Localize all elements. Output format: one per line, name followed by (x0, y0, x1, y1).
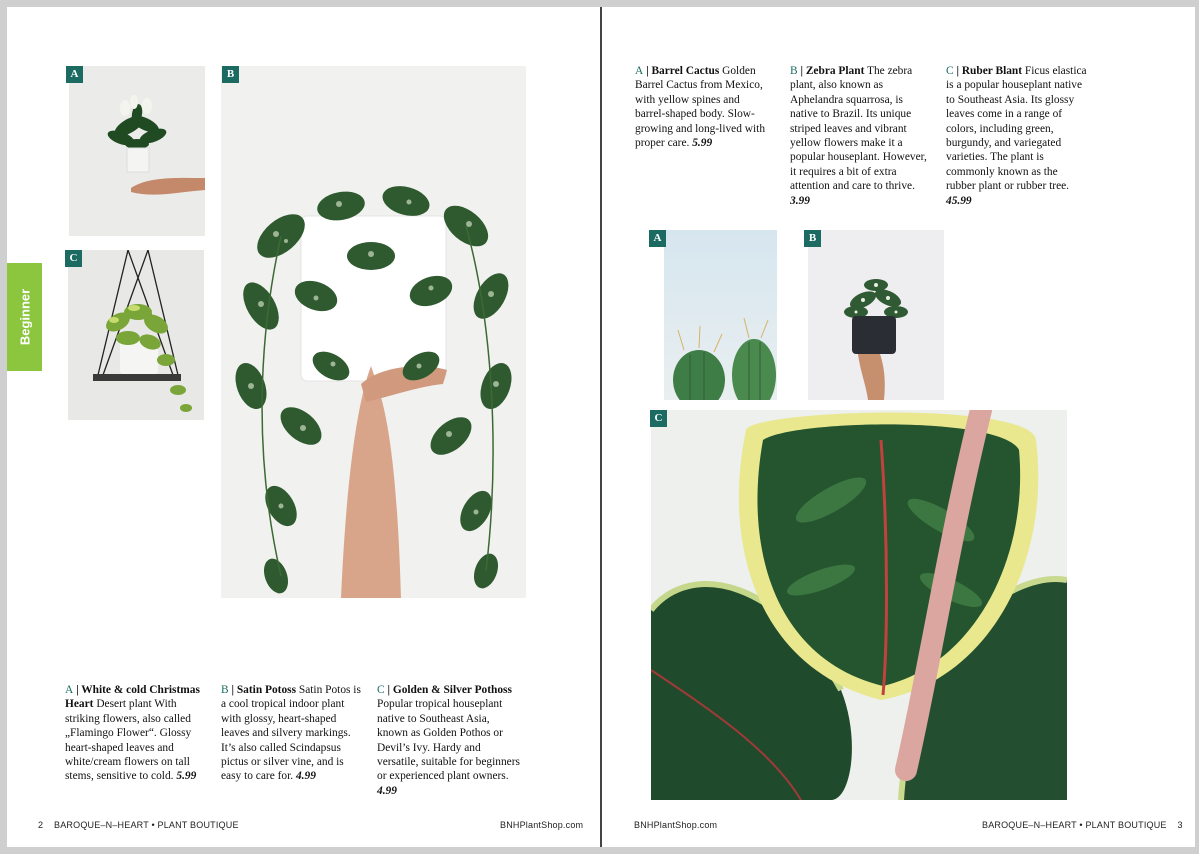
caption-title: Ruber Blant (961, 65, 1023, 77)
beginner-tab-label: Beginner (17, 288, 32, 346)
caption-text: Satin Potos is a cool tropical indoor plant with glossy, heart-shaped leaves and silvery markings. It’s also called Scindapsus pictus or silver vine, and is easy to care for. (221, 684, 361, 783)
caption-title: Zebra Plant (805, 65, 865, 77)
caption-price: 3.99 (790, 194, 810, 207)
footer-section: PLANT BOUTIQUE (157, 820, 239, 830)
photo-badge-a: A (649, 230, 666, 247)
caption-separator: | (73, 684, 82, 696)
footer-brand: BAROQUE–N–HEART (54, 820, 149, 830)
caption-price: 5.99 (692, 137, 713, 150)
photo-badge-a: A (66, 66, 83, 83)
golden-pothos-photo (68, 250, 204, 420)
left-footer (38, 820, 239, 830)
caption-letter: B (221, 684, 229, 696)
caption-letter: C (946, 65, 954, 77)
caption-zebra-plant (790, 64, 932, 208)
right-footer (982, 820, 1183, 830)
page-number: 2 (38, 820, 44, 830)
caption-text: Ficus elastica is a popular houseplant native to Southeast Asia. Its glossy leaves come in a range of colors, including green, burgundy, and variegated varieties. The plant is commonly known as the rubber plant or rubber tree. (946, 65, 1087, 193)
caption-letter: A (65, 684, 74, 696)
caption-barrel-cactus (635, 64, 770, 150)
zebra-plant-photo (808, 230, 944, 400)
caption-price: 4.99 (377, 784, 397, 797)
caption-price: 5.99 (176, 770, 197, 783)
caption-price: 4.99 (295, 770, 316, 783)
footer-bullet: • (151, 820, 155, 830)
caption-separator: | (953, 65, 962, 77)
footer-section: PLANT BOUTIQUE (1085, 820, 1167, 830)
left-footer-url[interactable]: BNHPlantShop.com (500, 820, 584, 830)
caption-separator: | (228, 684, 237, 696)
caption-letter: A (635, 65, 644, 77)
caption-title: Barrel Cactus (651, 65, 720, 77)
page-number: 3 (1177, 820, 1183, 830)
caption-satin-pothos (221, 683, 363, 784)
caption-title: White & cold Christmas Heart (65, 684, 200, 711)
caption-separator: | (384, 684, 393, 696)
beginner-tab (7, 263, 42, 371)
caption-text: Golden Barrel Cactus from Mexico, with yellow spines and barrel-shaped body. Slow-growing and long-lived with proper care. (635, 65, 766, 150)
photo-badge-c: C (650, 410, 667, 427)
barrel-cactus-photo (664, 230, 777, 400)
satin-pothos-photo (221, 66, 526, 598)
caption-letter: C (377, 684, 385, 696)
footer-bullet: • (1079, 820, 1083, 830)
caption-separator: | (643, 65, 652, 77)
caption-letter: B (790, 65, 798, 77)
photo-badge-b: B (804, 230, 821, 247)
caption-text: Desert plant With striking flowers, also called „Flamingo Flower“. Glossy heart-shaped leaves and white/cream flowers on tall stems, sensitive to cold. (65, 698, 192, 783)
caption-white-christmas-heart (65, 683, 207, 784)
caption-title: Satin Potoss (236, 684, 297, 696)
footer-brand: BAROQUE–N–HEART (982, 820, 1077, 830)
caption-rubber-plant (946, 64, 1088, 208)
spine-divider (600, 7, 602, 847)
caption-price: 45.99 (946, 194, 972, 207)
caption-golden-pothos (377, 683, 522, 798)
rubber-plant-photo (651, 410, 1067, 800)
white-christmas-heart-photo (69, 66, 205, 236)
caption-text: The zebra plant, also known as Aphelandra squarrosa, is native to Brazil. Its unique striped leaves and vibrant yellow flowers make it a popular houseplant. However, it requires a bit of extra attention and care to thrive. (790, 65, 927, 193)
photo-badge-b: B (222, 66, 239, 83)
photo-badge-c: C (65, 250, 82, 267)
caption-title: Golden & Silver Pothoss (392, 684, 512, 696)
right-footer-url[interactable]: BNHPlantShop.com (634, 820, 718, 830)
caption-separator: | (797, 65, 806, 77)
caption-text: Popular tropical houseplant native to Southeast Asia, known as Golden Pothos or Devil’s Ivy. Hardy and versatile, suitable for beginners or experienced plant owners. (377, 698, 520, 783)
